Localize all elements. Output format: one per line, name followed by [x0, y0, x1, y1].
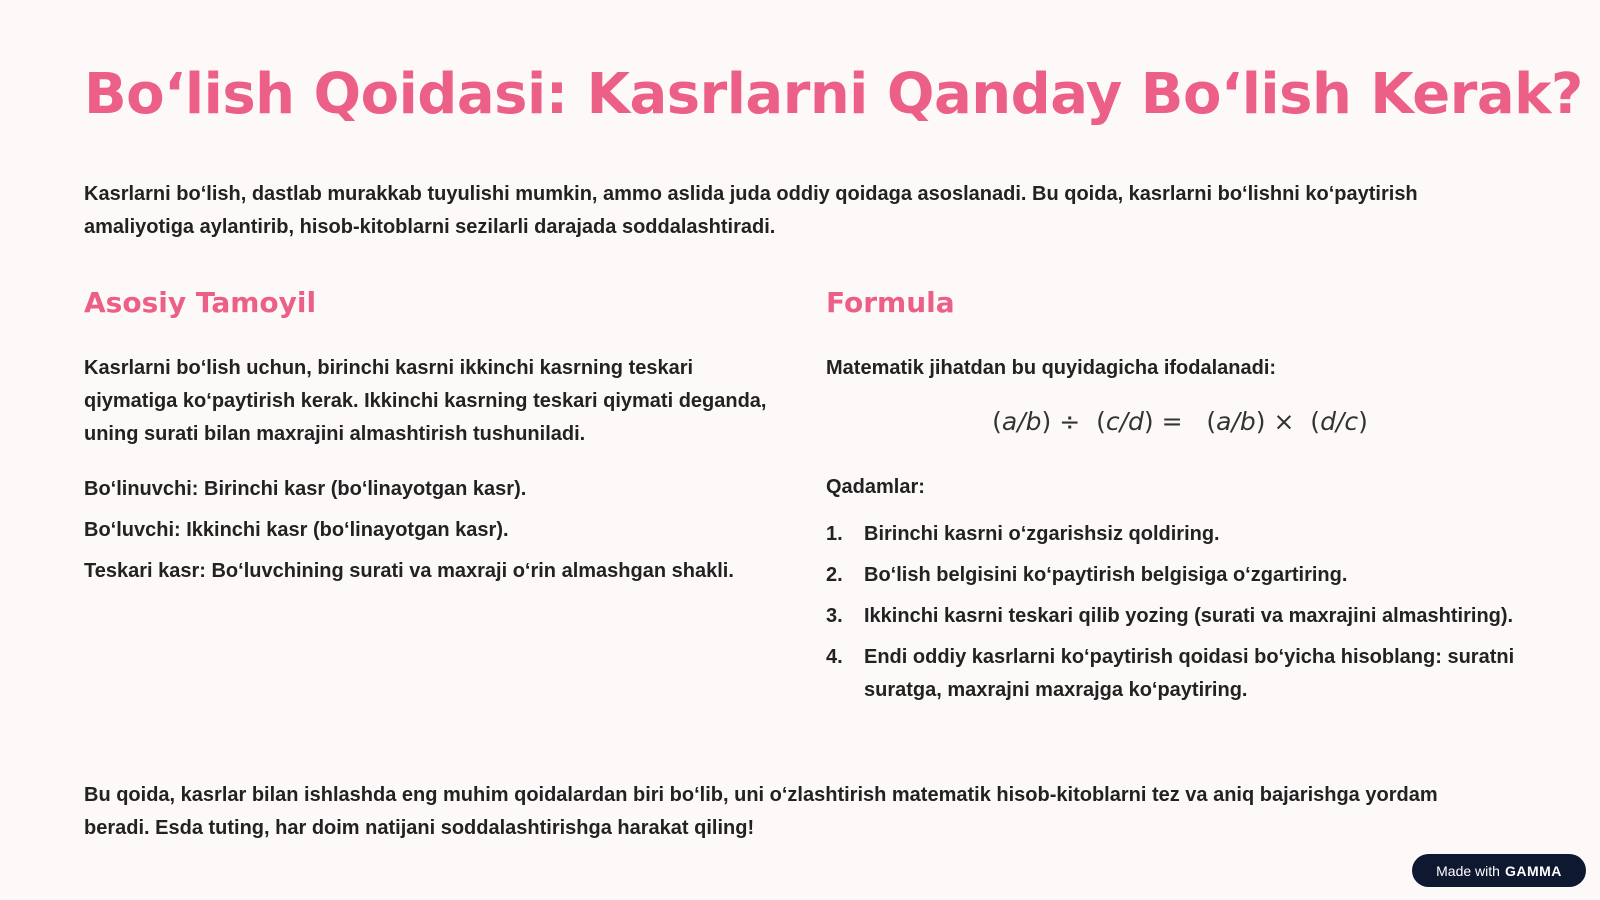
intro-paragraph: Kasrlarni bo‘lish, dastlab murakkab tuyulishi mumkin, ammo aslida juda oddiy qoidaga asoslanadi. Bu qoida, kasrlarni bo‘lishni ko‘paytirish amaliyotiga aylantirib, hisob-kitoblarni sezilarli darajada soddalashtiradi.: [84, 183, 1418, 238]
outro-paragraph: Bu qoida, kasrlar bilan ishlashda eng muhim qoidalardan biri bo‘lib, uni o‘zlashtirish matematik hisob-kitoblarni tez va aniq bajarishga yordam beradi. Esda tuting, har doim natijani soddalashtirishga harakat qiling!: [84, 784, 1438, 839]
equals-sign: =: [1161, 407, 1183, 436]
term-divisor: Bo‘luvchi: Ikkinchi kasr (bo‘linayotgan kasr).: [84, 519, 509, 541]
step-text: Ikkinchi kasrni teskari qilib yozing (surati va maxrajini almashtiring).: [864, 605, 1514, 627]
page-title: Bo‘lish Qoidasi: Kasrlarni Qanday Bo‘lish Kerak?: [84, 62, 1583, 127]
step-item: [826, 641, 1526, 707]
formula-term-3: a/b: [1216, 407, 1256, 436]
formula-term-4: d/c: [1320, 407, 1359, 436]
step-number: 2.: [826, 564, 843, 586]
principle-column: [84, 286, 784, 596]
principle-paragraph: Kasrlarni bo‘lish uchun, birinchi kasrni ikkinchi kasrning teskari qiymatiga ko‘paytirish kerak. Ikkinchi kasrning teskari qiymati deganda, uning surati bilan maxrajini almashtirish tushuniladi.: [84, 357, 767, 445]
step-number: 4.: [826, 646, 843, 668]
step-number: 3.: [826, 605, 843, 627]
multiply-sign: ×: [1273, 407, 1295, 436]
formula-term-1: a/b: [1001, 407, 1042, 436]
term-dividend: Bo‘linuvchi: Birinchi kasr (bo‘linayotgan kasr).: [84, 478, 527, 500]
made-with-gamma-badge[interactable]: [1412, 854, 1586, 887]
divide-sign: ÷: [1059, 407, 1081, 436]
principle-heading: Asosiy Tamoyil: [84, 286, 317, 319]
formula-lead: Matematik jihatdan bu quyidagicha ifodalanadi:: [826, 357, 1277, 379]
formula-column: [826, 286, 1526, 715]
steps-label: Qadamlar:: [826, 476, 925, 498]
formula-term-2: c/d: [1105, 407, 1144, 436]
step-item: [826, 600, 1526, 633]
step-text: Bo‘lish belgisini ko‘paytirish belgisiga o‘zgartiring.: [864, 564, 1348, 586]
step-text: Birinchi kasrni o‘zgarishsiz qoldiring.: [864, 523, 1220, 545]
term-reciprocal: Teskari kasr: Bo‘luvchining surati va maxraji o‘rin almashgan shakli.: [84, 560, 734, 582]
formula-expression: (a/b) ÷ (c/d) = (a/b) × (d/c): [992, 407, 1368, 436]
step-item: [826, 559, 1526, 592]
gamma-logo: GAMMA: [1504, 862, 1562, 879]
formula-heading: Formula: [826, 286, 955, 319]
step-text: Endi oddiy kasrlarni ko‘paytirish qoidasi bo‘yicha hisoblang: suratni suratga, maxrajni maxrajga ko‘paytiring.: [864, 646, 1515, 701]
term-list: [84, 473, 784, 588]
step-number: 1.: [826, 523, 843, 545]
steps-list: [826, 518, 1526, 707]
step-item: [826, 518, 1526, 551]
badge-prefix: Made with: [1436, 862, 1500, 879]
